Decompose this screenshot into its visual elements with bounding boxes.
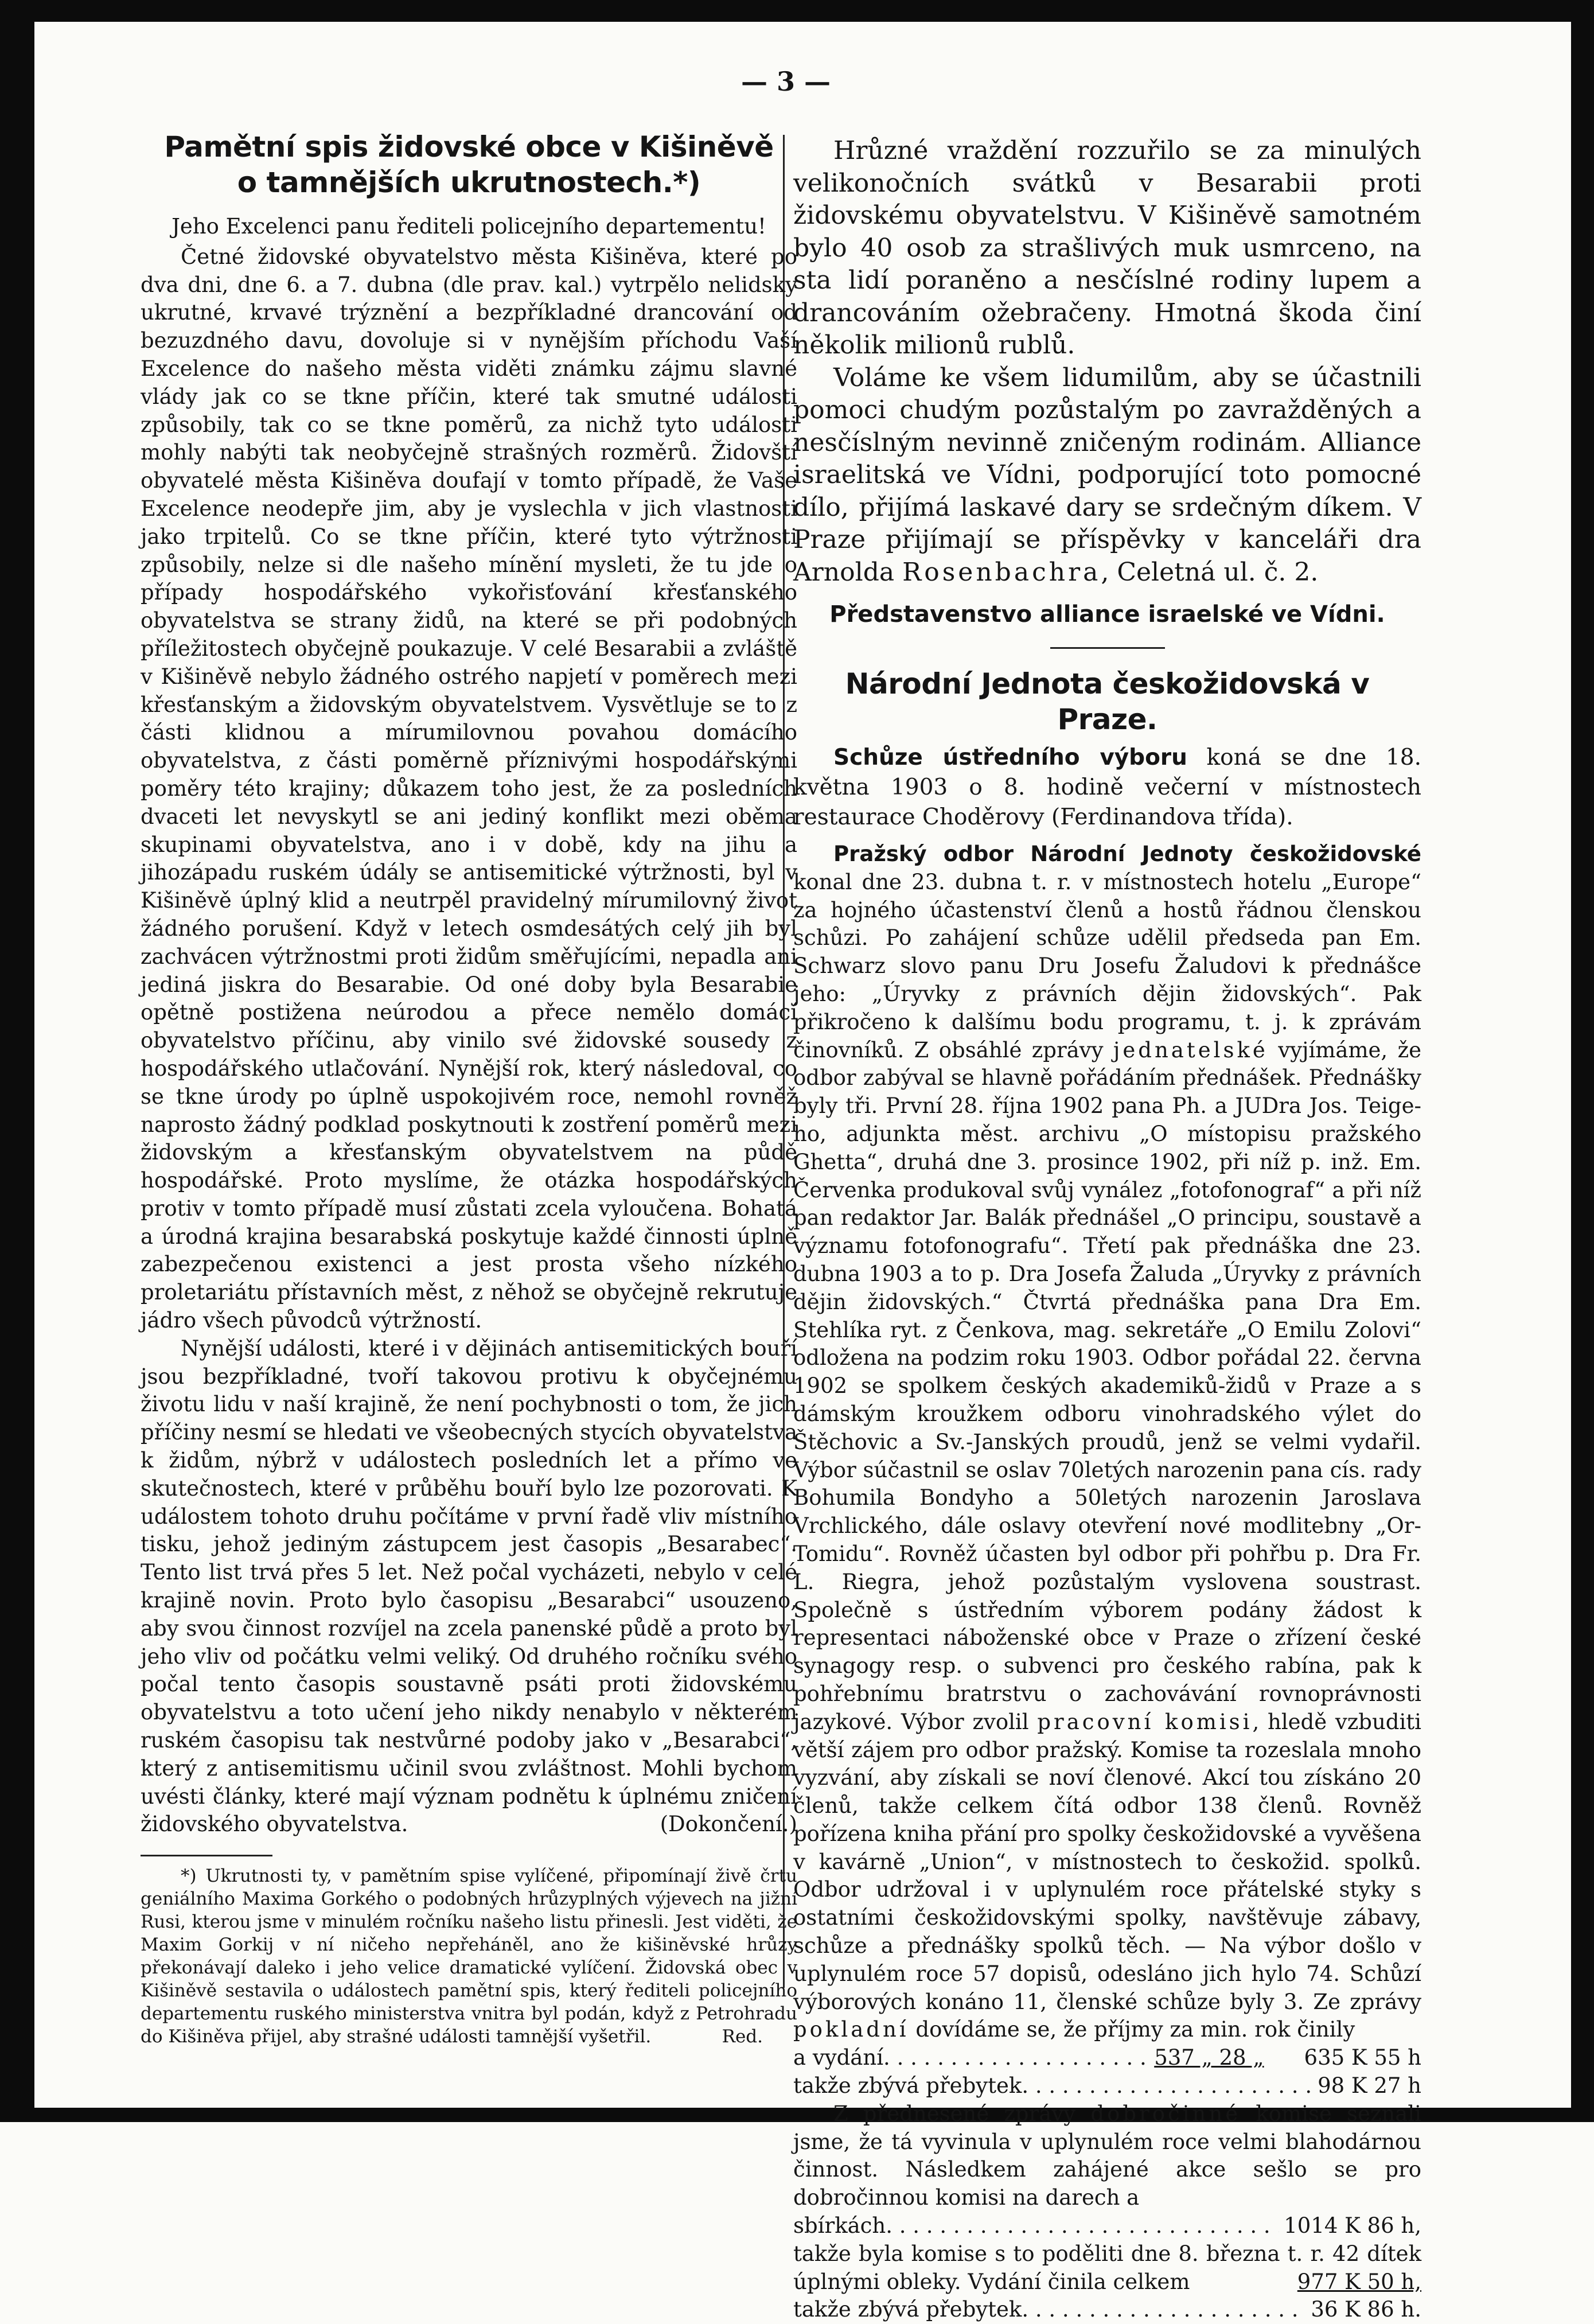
report-text-b: vyjímáme, že odbor zabýval se hlavně pořádáním přednášek. Přednášky byly tři. První 28. října 1902 pana Ph. a JUDra Jos. Teige-ho, adjunkta měst. archivu „O místopisu pražského Ghetta“, druhá dne 3. prosince 1902, při níž p. inž. Em. Červenka produkoval svůj vynález „fotofonograf“ a při níž pan redaktor Jar. Balák přednášel „O principu, soustavě a významu fotofonografu“. Třetí pak přednáška dne 23. dubna 1903 a to p. Dra Josefa Žaluda „Úryvky z právních dějin židovských.“ Čtvrtá přednáška pana Dra Em. Stehlíka ryt. z Čenkova, mag. sekretáře „O Emilu Zolovi“ odložena na podzim roku 1903. Odbor pořádal 22. června 1902 se spolkem českých akademiků-židů v Praze a s dámským kroužkem odboru vinohradského výlet do Štěchovic a Sv.-Janských proudů, jenž se velmi vydařil. Výbor súčastnil se oslav 70letých narozenin pana cís. rady Bohumila Bondyho a 50letých narozenin Jaroslava Vrchlického, dále oslavy otevření nové modlitebny „Or-Tomidu“. Rovněž účasten byl odbor při pohřbu p. Dra Fr. L. Riegra, jehož pozůstalým vyslovena soustrast. Společně s ústředním výborem podány žádost k representaci náboženské obce v Praze o zřízení české synagogy resp. o subvenci pro českého rabína, pak k pohřebnímu bratrstvu o zachovávání rovnoprávnosti jazykové. Výbor zvolil	[793, 1037, 1421, 1734]
alliance-signature: Představenstvo alliance israelské ve Vídni.	[829, 601, 1385, 628]
charity-text-b: komise seznali jsme, že tá vyvinula v uplynulém roce velmi blahodárnou činnost. Následkem zahájené akce sešlo se pro dobročinnou komisi na darech a	[793, 2101, 1421, 2210]
charity-paragraph	[793, 2100, 1421, 2212]
memorial-paragraph-2-text: Nynější události, které i v dějinách antisemitických bouří jsou bezpříkladné, tvoří takovou protivu k obyčejnému životu lidu v naší krajině, že není pochybnosti o tom, že jich příčiny nesmí se hledati ve všeobecných stycích obyvatelstva k židům, nýbrž v událostech posledních let a přímo ve skutečnostech, které v průběhu bouří bylo lze pozorovati. K událostem tohoto druhu počítáme v první řadě vliv místního tisku, jehož jediným zástupcem jest časopis „Besarabec“. Tento list trvá přes 5 let. Než počal vycházeti, nebylo v celé krajině novin. Proto bylo časopisu „Besarabci“ usouzeno, aby svou činnost rozvíjel na zcela panenské půdě a proto byl jeho vliv od počátku velmi veliký. Od druhého ročníku svého počal tento časopis soustavně psáti proti židovskému obyvatelstvu a toto učení jeho nikdy nenabylo v některém ruském časopisu tak nestvůrné podoby jako v „Besarabci“, který z antisemitismu učinil svou zvláštnost. Mohli bychom uvésti články, které mají význam podnětu k úplnému zničení židovského obyvatelstva.	[141, 1336, 797, 1837]
ledger-collections	[793, 2212, 1421, 2240]
collections-label: sbírkách	[793, 2213, 886, 2239]
ledger-surplus-2	[793, 2296, 1421, 2324]
surplus1-label: takže zbývá přebytek	[793, 2073, 1022, 2099]
memorial-paragraph-1: Četné židovské obyvatelstvo města Kišiněva, které po dva dni, dne 6. a 7. dubna (dle prav. kal.) vytrpělo nelidsky ukrutné, krvavé trýznění a bezpříkladné drancování od bezuzdného davu, dovoluje si v nynějším příchodu Vaší Excelence do našeho města viděti známku zájmu slavné vlády jak co se tkne příčin, které tak smutné události způsobily, tak co se tkne poměrů, za nichž tyto události mohly nabýti tak neobyčejně strašných rozměrů. Židovští obyvatelé města Kišiněva doufají v tomto případě, že Vaše Excelence neodepře jim, aby je vyslechla v jich vlastnosti jako trpitelů. Co se tkne příčin, které tyto výtržnosti způsobily, nelze si dle našeho mínění mysleti, že tu jde o případy hospodářského vykořisťování křesťanského obyvatelstva se strany židů, na které se při podobných příležitostech obyčejně poukazuje. V celé Besarabii a zvláště v Kišiněvě nebylo žádného ostrého napjetí v poměrech mezi křesťanským a židovským obyvatelstvem. Vysvětluje se to z části klidnou a mírumilovnou povahou domácího obyvatelstva, z části poměrně příznivými hospodářskými poměry této krajiny; důkazem toho jest, že za posledních dvaceti let nevyskytl se ani jediný konflikt mezi oběma skupinami obyvatelstva, ano i v době, kdy na jihu a jihozápadu ruském údály se antisemitické výtržnosti, byl v Kišiněvě úplný klid a neutrpěl pravidelný mírumilovný život žádného porušení. Když v letech osmdesátých celý jih byl zachvácen výtržnostmi proti židům směřujícími, nepadla ani jediná jiskra do Besarabie. Od oné doby byla Besarabie opětně postižena neúrodou a přece nemělo domácí obyvatelstvo příčinu, aby vinilo své židovské sousedy z hospodářského utlačování. Nynější rok, který následoval, co se tkne úrody po úplně uspokojivém roce, nemohl rovněž naprosto žádný podklad poskytnouti k zostření poměrů mezi židovským a křesťanským obyvatelstvem na půdě hospodářské. Proto myslíme, že otázka hospodářských protiv v tomto případě musí zůstati zcela vyloučena. Bohatá a úrodná krajina besarabská poskytuje každé činnosti úplně zabezpečenou existenci a jest prosta všeho nízkého proletariátu přístavních měst, z něhož se obyčejně rekrutuje jádro všech původců výtržností.	[141, 244, 797, 1333]
ledger-expenses	[793, 2044, 1264, 2072]
section-rule	[1050, 647, 1165, 649]
charity-spending	[793, 2240, 1421, 2296]
scan-edge-top	[0, 0, 1594, 22]
report-bold: Pražský odbor Národní Jednoty českožidovské	[833, 842, 1421, 866]
report-text-d: dovídáme se, že příjmy za min. rok činily	[909, 2017, 1355, 2042]
report-text-c: , hledě vzbuditi větší zájem pro odbor pražský. Komise ta rozeslala mnoho vyzvání, aby získali se noví členové. Akcí tou získáno 20 členů, takže celkem čítá odbor 138 členů. Rovněž pořízena kniha přání pro spolky českožidovské a vyvěšena v kavárně „Union“, v místnostech to českožid. spolků. Odbor udržoval i v uplynulém roce přátelské styky s ostatními českožidovskými spolky, navštěvuje zábavy, schůze a přednášky spolků těch. — Na výbor došlo v uplynulém roce 57 dopisů, odesláno jich hylo 74. Schůzí výborových konáno 11, členské schůze byly 3. Ze zprávy	[793, 1709, 1421, 2014]
charity-text-a: Z přednesené zprávy	[833, 2101, 1076, 2126]
charity-spending-amount: 977 K 50 h,	[1297, 2269, 1421, 2294]
article-title-line2: o tamnějších ukrutnostech.*)	[237, 166, 701, 199]
report-spaced-2: pracovní komisi	[1037, 1709, 1253, 1734]
right-column	[793, 135, 1421, 2322]
income-amount: 635 K 55 h	[1304, 2045, 1421, 2070]
appeal-name: Rosenbachra	[902, 557, 1101, 587]
meeting-bold: Schůze ústředního výboru	[833, 745, 1187, 770]
memorial-paragraph-2	[141, 1335, 797, 1839]
report-spaced-1: jednatelské	[1113, 1037, 1268, 1062]
expenses-label: a vydání	[793, 2045, 884, 2070]
surplus2-label: takže zbývá přebytek	[793, 2297, 1022, 2322]
scan-edge-right	[1571, 0, 1594, 2122]
appeal-paragraph-1: Hrůzné vraždění rozzuřilo se za minulých velikonočních svátků v Besarabii proti židovskému obyvatelstvu. V Kišiněvě samotném bylo 40 osob za strašlivých muk usmrceno, na sta lidí poraněno a nesčíslné rodiny lupem a drancováním ožebračeny. Hmotná škoda činí několik milionů rublů.	[793, 136, 1421, 360]
footnote-rule	[141, 1855, 272, 1856]
surplus1-amount: 98 K 27 h	[1318, 2073, 1421, 2099]
footnote-signature: Red.	[722, 2026, 763, 2047]
appeal-text-a: Voláme ke všem lidumilům, aby se účastnili pomoci chudým pozůstalým po zavražděných a nesčíslným nevinně zničeným rodinám. Alliance israelitská ve Vídni, podporující toto pomocné dílo, přijímá laskavé dary se srdečným díkem. V Praze přijímají se příspěvky v kanceláři dra Arnolda	[793, 363, 1421, 587]
charity-spending-text: takže byla komise s to poděliti dne 8. března t. r. 42 dítek úplnými obleky. Vydání činila celkem	[793, 2241, 1421, 2294]
footnote-text: *) Ukrutnosti ty, v pamětním spise vylíčené, připomínají živě črtu geniálního Maxima Gorkého o podobných hrůzyplných výjevech na jižní Rusi, kterou jsme v minulém ročníku našeho listu přinesli. Jest viděti, že Maxim Gorkij v ní ničeho nepřeháněl, ano že kišiněvské hrůzy překonávají daleko i jeho velice dramatické vylíčení. Židovská obec v Kišiněvě sestavila o událostech pamětní spis, který řediteli policejního departementu ruského ministerstva vnitra byl podán, když z Petrohradu do Kišiněva přijel, aby strašné události tamnější vyšetřil.	[141, 1866, 797, 2047]
address-line: Jeho Excelenci panu řediteli policejního departementu!	[172, 214, 766, 239]
section-heading: Národní Jednota českožidovská v Praze.	[845, 667, 1370, 736]
meeting-notice	[793, 743, 1421, 832]
article-title-line1: Pamětní spis židovské obce v Kišiněvě	[164, 130, 774, 164]
page-number: — 3 —	[741, 66, 831, 97]
appeal-text-b: , Celetná ul. č. 2.	[1101, 557, 1319, 587]
meeting-text: koná se dne 18. května 1903 o 8. hodině večerní v místnostech restaurace Choděrovy (Ferdinandova třída).	[793, 745, 1421, 830]
continued-note: (Dokončení.)	[660, 1812, 797, 1837]
expenses-amount: 537 „ 28 „	[1154, 2045, 1264, 2070]
appeal-paragraph-2	[793, 362, 1421, 589]
surplus2-amount: 36 K 86 h.	[1311, 2297, 1421, 2322]
report-spaced-3: pokladní	[793, 2017, 909, 2042]
scan-edge-left	[0, 0, 34, 2122]
left-column	[141, 129, 797, 2047]
charity-spaced: dobročinné	[1090, 2101, 1241, 2126]
ledger-surplus-1	[793, 2072, 1421, 2100]
footnote	[141, 1864, 797, 2048]
collections-amount: 1014 K 86 h,	[1284, 2213, 1421, 2239]
report-text-a: konal dne 23. dubna t. r. v místnostech hotelu „Europe“ za hojného účastenství členů a hostů řádnou členskou schůzi. Po zahájení schůze udělil předseda pan Em. Schwarz slovo panu Dru Josefu Žaludovi k přednášce jeho: „Úryvky z právních dějin židovských“. Pak přikročeno k dalšímu bodu programu, t. j. k zprávám činovníků. Z obsáhlé zprávy	[793, 869, 1421, 1062]
